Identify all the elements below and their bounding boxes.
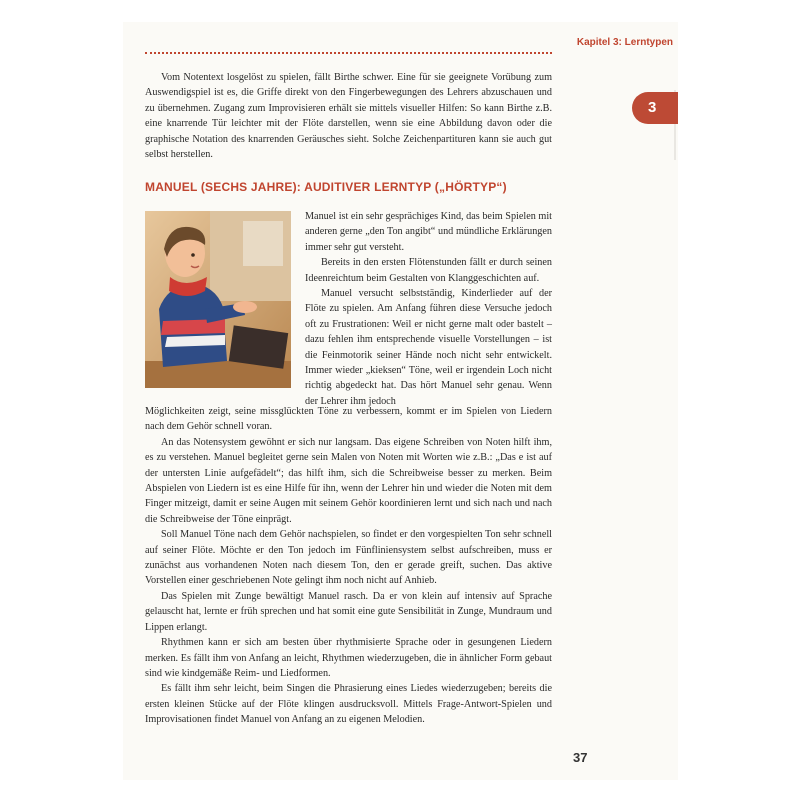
header-divider: [145, 52, 552, 54]
paragraph: Bereits in den ersten Flötenstunden fällt er durch seinen Ideenreichtum beim Gestalten von Klanggeschichten auf.: [305, 257, 552, 284]
paragraph: Manuel versucht selbstständig, Kinderlieder auf der Flöte zu spielen. Am Anfang führen diese Versuche jedoch oft zu Frustrationen: Weil er nicht gerne malt oder bastelt – dazu fehlen ihm entsprechende visuelle Vorstellungen – ist die Feinmotorik seiner Hände noch nicht sehr entwickelt. Immer wieder „kieksen“ Töne, weil er irgendein Loch nicht richtig abgedeckt hat. Das hört Manuel sehr genau. Wenn der Lehrer ihm jedoch: [305, 288, 552, 407]
paragraph: Es fällt ihm sehr leicht, beim Singen die Phrasierung eines Liedes wiederzugeben; bereits die ersten kleinen Stücke auf der Flöte klingen ausdrucksvoll. Mittels Frage-Antwort-Spielen und Improvisationen findet Manuel von Anfang an zu eigenen Melodien.: [145, 683, 552, 726]
paragraph: Manuel ist ein sehr gesprächiges Kind, das beim Spielen mit anderen gerne „den Ton angibt“ und mündliche Erklärungen immer sehr gut versteht.: [305, 211, 552, 253]
paragraph: An das Notensystem gewöhnt er sich nur langsam. Das eigene Schreiben von Noten hilft ihm, es zu verstehen. Manuel begleitet gerne sein Malen von Noten mit Worten wie z.B.: „Das e ist auf der untersten Linie aufgefädelt“; das hilft ihm, sich die Schreibweise besser zu merken. Beim Abspielen von Liedern ist es eine Hilfe für ihn, wenn der Lehrer hin und wieder die Noten mit dem Finger mitzeigt, damit er seine Augen mit seinem Gehör koordinieren lernt und sich nach und nach die Schreibweise der Töne einprägt.: [145, 436, 552, 525]
paragraph: Das Spielen mit Zunge bewältigt Manuel rasch. Da er von klein auf intensiv auf Sprache gelauscht hat, lernte er früh sprechen und hat somit eine gute Sensibilität in Zunge, Mundraum und Lippen erlangt.: [145, 590, 552, 633]
text-beside-photo: [305, 209, 552, 409]
page-number: 37: [573, 750, 588, 765]
boy-with-recorder-photo: [145, 211, 291, 388]
paragraph-continuation: Möglichkeiten zeigt, seine missglückten Töne zu verbessern, kommt er im Spielen von Liedern nach dem Gehör schnell voran.: [145, 406, 552, 433]
intro-paragraph: Vom Notentext losgelöst zu spielen, fällt Birthe schwer. Eine für sie geeignete Vorübung zum Auswendigspiel ist es, die Griffe direkt von den Fingerbewegungen des Lehrers abzuschauen und zu übernehmen. Zugang zum Improvisieren erhält sie mittels visueller Hilfen: So kann Birthe z.B. eine knarrende Tür leichter mit der Flöte darstellen, wenn sie eine Abbildung davon oder die graphische Notation des knarrenden Geräusches sieht. Solche Zeichenpartituren kann sie auch gut selbst herstellen.: [145, 72, 552, 161]
paragraph: Soll Manuel Töne nach dem Gehör nachspielen, so findet er den vorgespielten Ton sehr schnell auf seiner Flöte. Möchte er den Ton jedoch im Fünfliniensystem selbst aufschreiben, muss er zunächst aus vorhandenen Noten nach diesem Ton, den er gerade greift, suchen. Das aktive Vorstellen einer geschriebenen Note gelingt ihm noch nicht auf Anhieb.: [145, 529, 552, 587]
chapter-tab: 3: [632, 92, 678, 124]
chapter-header: Kapitel 3: Lerntypen: [576, 37, 673, 48]
body-text: [145, 404, 552, 728]
paragraph: Rhythmen kann er sich am besten über rhythmisierte Sprache oder in gesungenen Liedern merken. Es fällt ihm von Anfang an leicht, Rhythmen wiederzugeben, die in ähnlicher Form gebaut sind wie kindgemäße Reim- und Liedformen.: [145, 637, 552, 679]
section-heading: MANUEL (SECHS JAHRE): AUDITIVER LERNTYP („HÖRTYP“): [145, 180, 507, 194]
